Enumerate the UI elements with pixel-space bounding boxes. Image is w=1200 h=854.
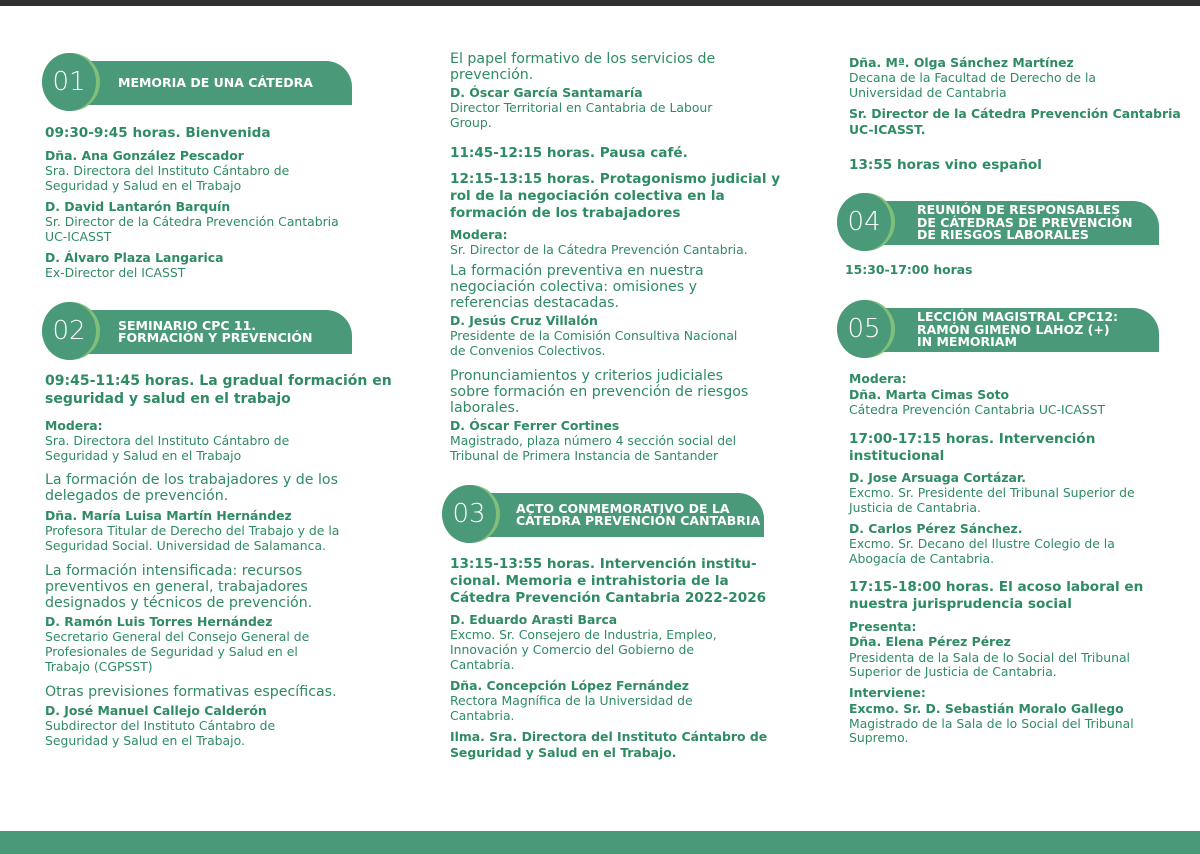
speaker-role: Excmo. Sr. Decano del Ilustre Colegio de la [849, 536, 1115, 551]
speaker-role: Seguridad y Salud en el Trabajo [45, 448, 242, 463]
section-title-line: RAMÓN GIMENO LAHOZ (+) [917, 321, 1110, 337]
speaker-name: D. David Lantarón Barquín [45, 199, 231, 214]
agenda-time-heading: 17:00-17:15 horas. Intervención [849, 431, 1096, 447]
talk-topic: laborales. [450, 400, 520, 416]
speaker-role: Sra. Directora del Instituto Cántabro de [45, 433, 290, 448]
speaker-name: Ilma. Sra. Directora del Instituto Cántabro de [450, 729, 768, 744]
speaker-role: Decana de la Facultad de Derecho de la [849, 70, 1096, 85]
section-title [516, 493, 760, 537]
speaker-role: Ex-Director del ICASST [45, 265, 186, 280]
speaker-role: Trabajo (CGPSST) [45, 659, 153, 674]
speaker-role: Excmo. Sr. Presidente del Tribunal Superior de [849, 485, 1135, 500]
talk-topic: La formación de los trabajadores y de los [45, 472, 338, 488]
speaker-role: Superior de Justicia de Cantabria. [849, 664, 1057, 679]
section-title [917, 201, 1132, 245]
speaker-role: Presidenta de la Sala de lo Social del Tribunal [849, 650, 1130, 665]
speaker-role: Profesionales de Seguridad y Salud en el [45, 644, 298, 659]
section-02-header [42, 302, 352, 360]
section-title-line: ACTO CONMEMORATIVO DE LA [516, 500, 730, 516]
bottom-border [0, 831, 1200, 854]
moderator-label: Modera: [450, 227, 508, 242]
section-title-line: LECCIÓN MAGISTRAL CPC12: [917, 309, 1119, 325]
speaker-name: D. Álvaro Plaza Langarica [45, 250, 224, 265]
section-03-header [442, 485, 764, 543]
speaker-role: Magistrado, plaza número 4 sección social del [450, 433, 737, 448]
talk-topic: Otras previsiones formativas específicas. [45, 684, 337, 700]
talk-topic: referencias destacadas. [450, 295, 620, 311]
speaker-name: D. Ramón Luis Torres Hernández [45, 614, 273, 629]
talk-topic: delegados de prevención. [45, 488, 229, 504]
speaker-name: D. Óscar Ferrer Cortines [450, 418, 620, 433]
speaker-role: Cantabria. [450, 657, 515, 672]
speaker-role: Abogacía de Cantabria. [849, 551, 995, 566]
talk-topic: preventivos en general, trabajadores [45, 579, 308, 595]
speaker-role: Cantabria. [450, 708, 515, 723]
speaker-role: de Convenios Colectivos. [450, 343, 606, 358]
section-title-line: REUNIÓN DE RESPONSABLES [917, 202, 1121, 218]
speaker-name: Sr. Director de la Cátedra Prevención Cantabria [849, 106, 1181, 121]
agenda-time-heading: institucional [849, 448, 945, 464]
talk-topic: designados y técnicos de prevención. [45, 595, 313, 611]
section-title: MEMORIA DE UNA CÁTEDRA [118, 74, 313, 90]
moderator-label: Modera: [849, 371, 907, 386]
speaker-role: Sr. Director de la Cátedra Prevención Cantabria [45, 214, 339, 229]
speaker-role: UC-ICASST [45, 229, 112, 244]
section-title [118, 310, 312, 354]
speaker-name: Dña. Mª. Olga Sánchez Martínez [849, 55, 1074, 70]
speaker-role: Seguridad Social. Universidad de Salamanca. [45, 538, 326, 553]
section-title-line: DE RIESGOS LABORALES [917, 227, 1089, 243]
closing-event: 13:55 horas vino español [849, 157, 1042, 173]
speaker-role: Secretario General del Consejo General de [45, 629, 310, 644]
speaker-name: Dña. Elena Pérez Pérez [849, 634, 1011, 649]
agenda-time-heading: 09:30-9:45 horas. Bienvenida [45, 125, 271, 141]
talk-topic: La formación intensificada: recursos [45, 563, 303, 579]
agenda-time-heading: nuestra jurisprudencia social [849, 596, 1072, 612]
speaker-role: Supremo. [849, 730, 909, 745]
speaker-name: D. José Manuel Callejo Calderón [45, 703, 267, 718]
speaker-name: Dña. María Luisa Martín Hernández [45, 508, 292, 523]
talk-topic: prevención. [450, 67, 534, 83]
speaker-role: Profesora Titular de Derecho del Trabajo y de la [45, 523, 340, 538]
speaker-role: Presidente de la Comisión Consultiva Nacional [450, 328, 738, 343]
agenda-time-heading: cional. Memoria e intrahistoria de la [450, 573, 729, 589]
agenda-time-heading: rol de la negociación colectiva en la [450, 188, 725, 204]
speaker-name: D. Jose Arsuaga Cortázar. [849, 470, 1026, 485]
speaker-role: Subdirector del Instituto Cántabro de [45, 718, 276, 733]
presenter-label: Presenta: [849, 619, 917, 634]
speaker-name: Excmo. Sr. D. Sebastián Moralo Gallego [849, 701, 1124, 716]
speaker-name: D. Eduardo Arasti Barca [450, 612, 618, 627]
section-number: 03 [442, 485, 496, 543]
speaker-role: Sra. Directora del Instituto Cántabro de [45, 163, 290, 178]
coffee-break: 11:45-12:15 horas. Pausa café. [450, 145, 688, 161]
top-border [0, 0, 1200, 6]
agenda-time-heading: Cátedra Prevención Cantabria 2022-2026 [450, 590, 767, 606]
speaker-label: Interviene: [849, 685, 926, 700]
speaker-role: Cátedra Prevención Cantabria UC-ICASST [849, 402, 1106, 417]
moderator-label: Modera: [45, 418, 103, 433]
speaker-role: Group. [450, 115, 492, 130]
section-title-line: CÁTEDRA PREVENCIÓN CANTABRIA [516, 513, 761, 528]
speaker-name: Dña. Concepción López Fernández [450, 678, 689, 693]
section-number: 01 [42, 53, 96, 111]
section-title-line: FORMACIÓN Y PREVENCIÓN [118, 330, 313, 345]
section-title-line: DE CÁTEDRAS DE PREVENCIÓN [917, 214, 1133, 230]
talk-topic: sobre formación en prevención de riesgos [450, 384, 749, 400]
section-number: 05 [837, 300, 891, 358]
section-number: 02 [42, 302, 96, 360]
speaker-role: Magistrado de la Sala de lo Social del Tribunal [849, 716, 1134, 731]
agenda-time: 15:30-17:00 horas [845, 262, 973, 277]
speaker-role: Sr. Director de la Cátedra Prevención Cantabria. [450, 242, 748, 257]
agenda-time-heading: 13:15-13:55 horas. Intervención institu- [450, 556, 757, 572]
speaker-role: Director Territorial en Cantabria de Labour [450, 100, 713, 115]
speaker-role: Innovación y Comercio del Gobierno de [450, 642, 695, 657]
agenda-time-heading: 12:15-13:15 horas. Protagonismo judicial y [450, 171, 781, 187]
talk-topic: negociación colectiva: omisiones y [450, 279, 698, 295]
speaker-role: Rectora Magnífica de la Universidad de [450, 693, 693, 708]
section-04-header [837, 193, 1159, 251]
talk-topic: La formación preventiva en nuestra [450, 263, 704, 279]
speaker-name: Seguridad y Salud en el Trabajo. [450, 745, 677, 760]
section-title-line: SEMINARIO CPC 11. [118, 317, 257, 333]
agenda-time-heading: 17:15-18:00 horas. El acoso laboral en [849, 579, 1144, 595]
speaker-role: Seguridad y Salud en el Trabajo. [45, 733, 245, 748]
speaker-role: Seguridad y Salud en el Trabajo [45, 178, 242, 193]
speaker-name: Dña. Marta Cimas Soto [849, 387, 1010, 402]
speaker-name: UC-ICASST. [849, 122, 926, 137]
talk-topic: Pronunciamientos y criterios judiciales [450, 368, 724, 384]
section-title [917, 308, 1118, 352]
section-title-line: IN MEMORIAM [917, 334, 1017, 350]
talk-topic: El papel formativo de los servicios de [450, 51, 716, 67]
speaker-role: Universidad de Cantabria [849, 85, 1007, 100]
section-number: 04 [837, 193, 891, 251]
speaker-name: Dña. Ana González Pescador [45, 148, 244, 163]
section-05-header [837, 300, 1159, 358]
speaker-role: Justicia de Cantabria. [849, 500, 981, 515]
speaker-name: D. Óscar García Santamaría [450, 85, 643, 100]
agenda-time-heading: formación de los trabajadores [450, 205, 681, 221]
speaker-role: Tribunal de Primera Instancia de Santander [450, 448, 719, 463]
speaker-role: Excmo. Sr. Consejero de Industria, Empleo, [450, 627, 717, 642]
agenda-time-heading: seguridad y salud en el trabajo [45, 391, 291, 407]
speaker-name: D. Jesús Cruz Villalón [450, 313, 598, 328]
section-01-header [42, 53, 352, 111]
speaker-name: D. Carlos Pérez Sánchez. [849, 521, 1023, 536]
agenda-time-heading: 09:45-11:45 horas. La gradual formación en [45, 373, 392, 389]
